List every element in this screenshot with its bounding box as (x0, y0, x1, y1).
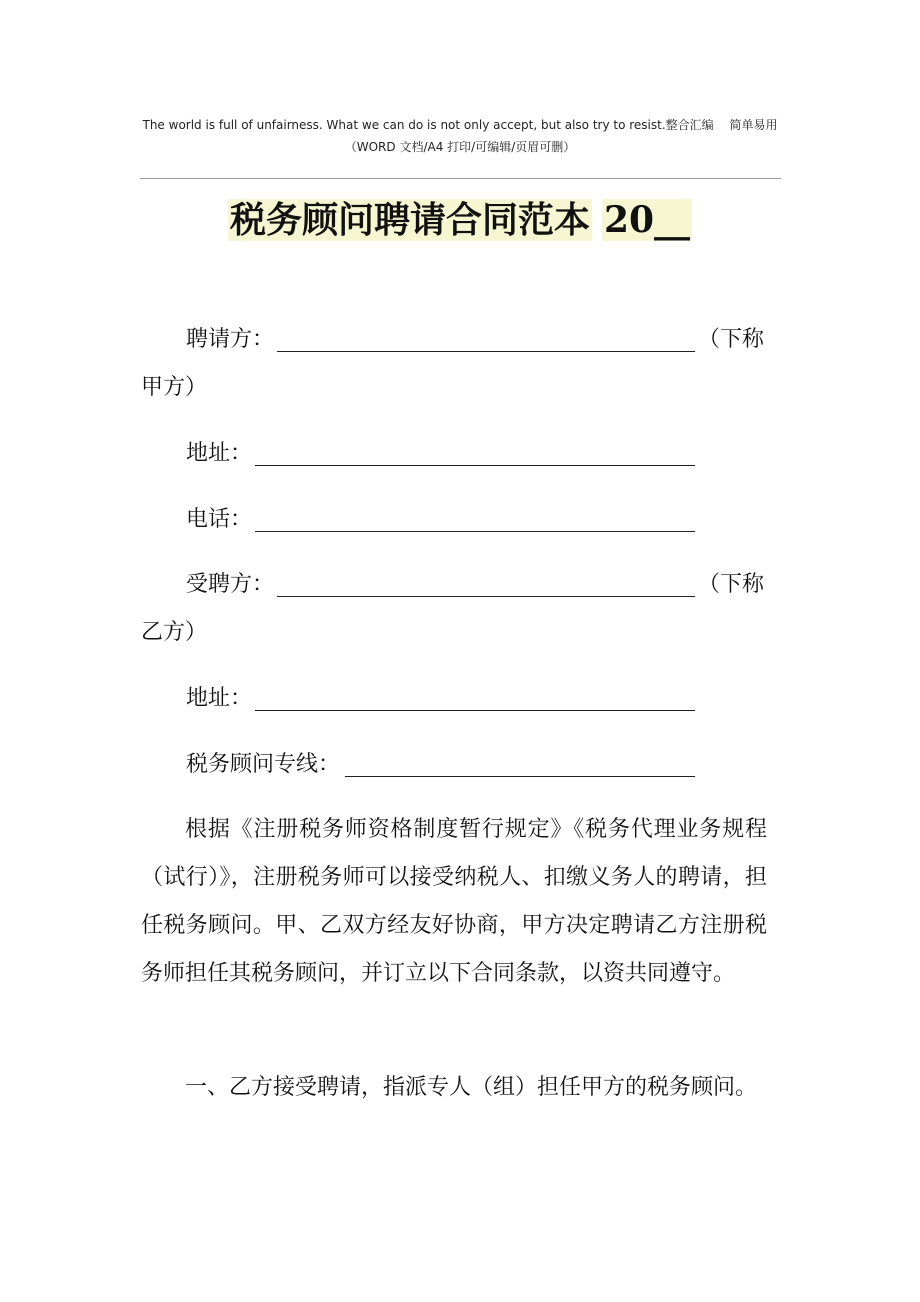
address2-blank[interactable] (255, 710, 695, 711)
phone-label: 电话： (186, 507, 253, 532)
employee-suffix: （下称 (698, 572, 765, 597)
phone-blank[interactable] (255, 531, 695, 532)
employee-label: 受聘方： (186, 572, 275, 597)
employee-blank[interactable] (277, 596, 695, 597)
page-header (0, 114, 920, 158)
document-title (228, 194, 692, 246)
body-paragraph-1: 根据《注册税务师资格制度暂行规定》《税务代理业务规程（试行）》，注册税务师可以接受纳税人、扣缴义务人的聘请，担任税务顾问。甲、乙双方经友好协商，甲方决定聘请乙方注册税务师担任其税务顾问，并订立以下合同条款，以资共同遵守。 (141, 817, 767, 986)
employer-blank[interactable] (277, 351, 695, 352)
hotline-blank[interactable] (345, 776, 695, 777)
header-line-2: （WORD 文档/A4 打印/可编辑/页眉可删） (344, 140, 576, 154)
address2-label: 地址： (186, 686, 253, 711)
hotline-label: 税务顾问专线： (186, 752, 341, 777)
employer-suffix: （下称 (698, 327, 765, 352)
address1-blank[interactable] (255, 465, 695, 466)
employee-suffix-cont: 乙方） (141, 620, 208, 645)
employer-label: 聘请方： (186, 327, 275, 352)
employer-suffix-cont: 甲方） (141, 375, 208, 400)
header-line-1: The world is full of unfairness. What we can do is not only accept, but also try to resist.整合汇编 简单易用 (142, 118, 778, 132)
header-divider (140, 178, 781, 179)
clause-1: 一、乙方接受聘请，指派专人（组）担任甲方的税务顾问。 (185, 1075, 758, 1100)
title-main: 税务顾问聘请合同范本 (229, 199, 590, 241)
address1-label: 地址： (186, 441, 253, 466)
title-year: 20__ (603, 199, 691, 241)
title-block (0, 194, 920, 246)
